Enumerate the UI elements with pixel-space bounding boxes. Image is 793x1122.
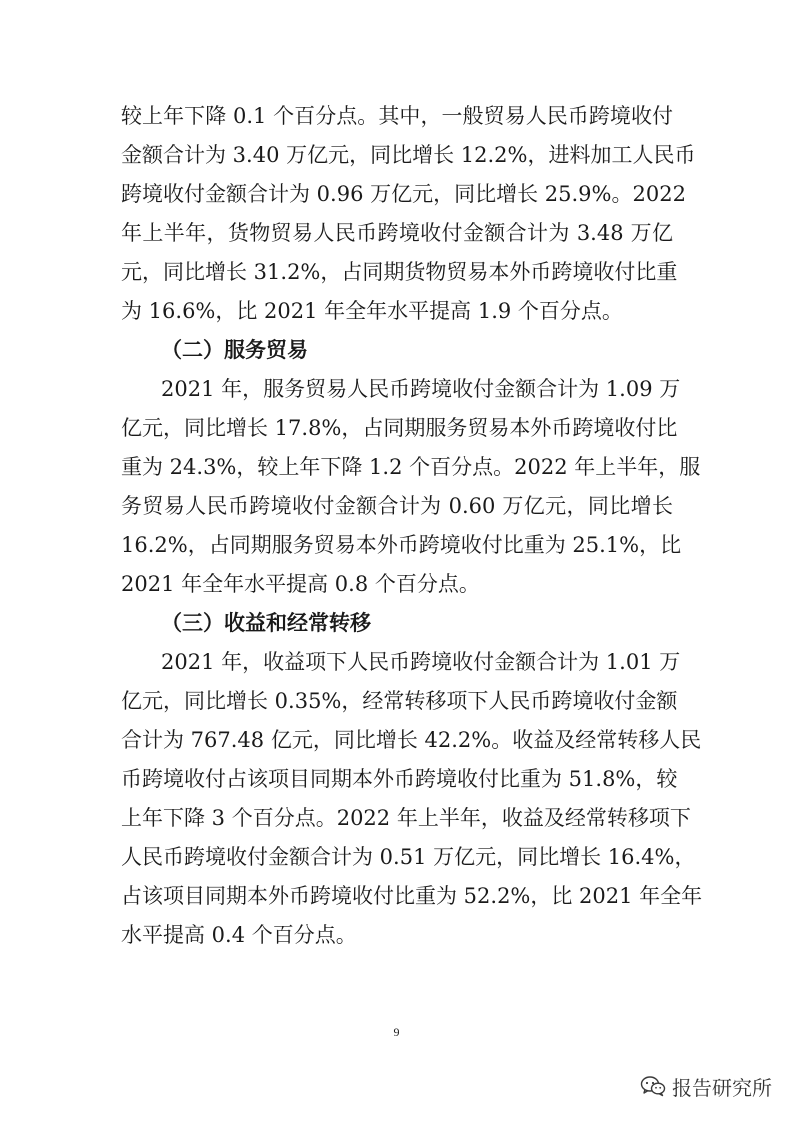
paragraph-line: 上年下降 3 个百分点。2022 年上半年，收益及经常转移项下 bbox=[121, 806, 691, 830]
paragraph-line: 亿元，同比增长 17.8%，占同期服务贸易本外币跨境收付比 bbox=[121, 416, 678, 440]
watermark bbox=[640, 1072, 772, 1100]
paragraph-line: 亿元，同比增长 0.35%，经常转移项下人民币跨境收付金额 bbox=[121, 689, 678, 713]
document-body bbox=[121, 97, 703, 955]
paragraph-line: 水平提高 0.4 个百分点。 bbox=[121, 923, 357, 947]
paragraph-line: 跨境收付金额合计为 0.96 万亿元，同比增长 25.9%。2022 bbox=[121, 182, 686, 206]
paragraph-line: 年上半年，货物贸易人民币跨境收付金额合计为 3.48 万亿 bbox=[121, 221, 673, 245]
paragraph-line: 合计为 767.48 亿元，同比增长 42.2%。收益及经常转移人民 bbox=[121, 728, 702, 752]
watermark-label: 报告研究所 bbox=[672, 1075, 772, 1100]
paragraph-line: 较上年下降 0.1 个百分点。其中，一般贸易人民币跨境收付 bbox=[121, 104, 673, 128]
section-heading-service-trade: （二）服务贸易 bbox=[161, 338, 308, 362]
page-number: 9 bbox=[393, 1025, 400, 1039]
paragraph-line: 金额合计为 3.40 万亿元，同比增长 12.2%，进料加工人民币 bbox=[121, 143, 696, 167]
paragraph-line: 币跨境收付占该项目同期本外币跨境收付比重为 51.8%，较 bbox=[121, 767, 678, 791]
paragraph-line: 为 16.6%，比 2021 年全年水平提高 1.9 个百分点。 bbox=[121, 299, 623, 323]
paragraph-line: 人民币跨境收付金额合计为 0.51 万亿元，同比增长 16.4%， bbox=[121, 845, 696, 869]
paragraph-line: 务贸易人民币跨境收付金额合计为 0.60 万亿元，同比增长 bbox=[121, 494, 673, 518]
paragraph-line: 占该项目同期本外币跨境收付比重为 52.2%，比 2021 年全年 bbox=[121, 884, 703, 908]
wechat-icon bbox=[640, 1075, 666, 1097]
section-heading-income-transfers: （三）收益和经常转移 bbox=[161, 611, 371, 635]
paragraph-line: 2021 年，服务贸易人民币跨境收付金额合计为 1.09 万 bbox=[161, 377, 681, 401]
paragraph-line: 2021 年全年水平提高 0.8 个百分点。 bbox=[121, 572, 480, 596]
paragraph-line: 16.2%，占同期服务贸易本外币跨境收付比重为 25.1%，比 bbox=[121, 533, 682, 557]
paragraph-line: 重为 24.3%，较上年下降 1.2 个百分点。2022 年上半年，服 bbox=[121, 455, 701, 479]
paragraph-line: 2021 年，收益项下人民币跨境收付金额合计为 1.01 万 bbox=[161, 650, 681, 674]
paragraph-line: 元，同比增长 31.2%，占同期货物贸易本外币跨境收付比重 bbox=[121, 260, 678, 284]
